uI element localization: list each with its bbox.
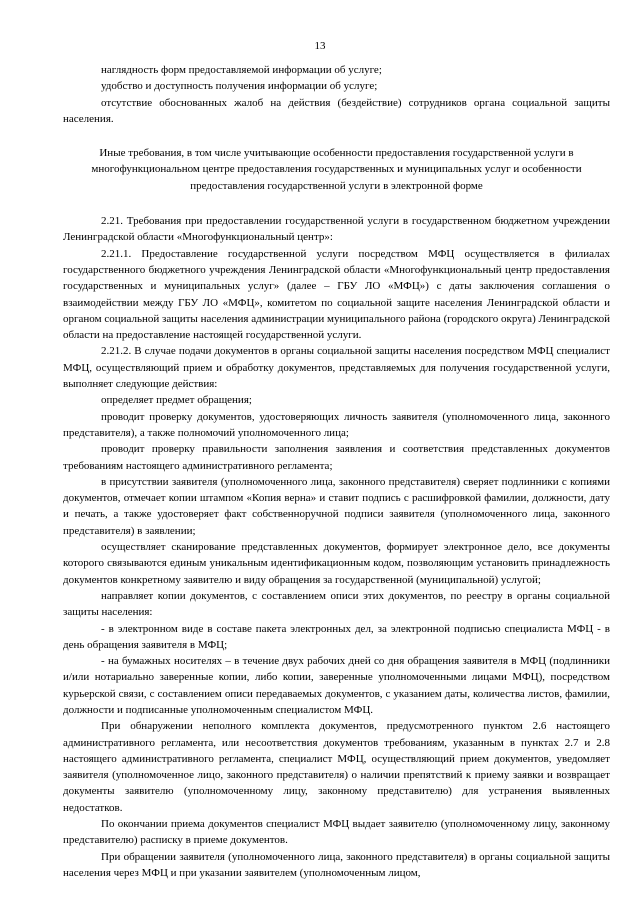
paragraph: в присутствии заявителя (уполномоченного лица, законного представителя) сверяет подлинники с копиями документов, отмечает копии штампом «Копия верна» и ставит подпись с расшифровкой фамилии, должности, дату и печать, а также удостоверяет факт собственноручной подписи заявителя (уполномоченного лица, законного представителя) в заявлении; [63,475,610,537]
paragraph: 2.21. Требования при предоставлении государственной услуги в государственном бюджетном учреждении Ленинградской области «Многофункциональный центр»: [63,215,610,244]
paragraph: направляет копии документов, с составлением описи этих документов, по реестру в органы социальной защиты населения: [63,589,610,619]
paragraph: проводит проверку документов, удостоверяющих личность заявителя (уполномоченного лица, законного представителя), а также полномочий уполномоченного лица; [63,410,610,439]
paragraph: - в электронном виде в составе пакета электронных дел, за электронной подписью специалиста МФЦ - в день обращения заявителя в МФЦ; [63,622,610,651]
paragraph: наглядность форм предоставляемой информации об услуге; [101,64,382,76]
paragraph: проводит проверку правильности заполнения заявления и соответствия представленных документов требованиям настоящего административного регламента; [63,443,610,472]
document-body [63,62,610,881]
paragraph: При обращении заявителя (уполномоченного лица, законного представителя) в органы социальной защиты населения через МФЦ и при указании заявителем (уполномоченным лицом, [63,850,610,879]
paragraph: отсутствие обоснованных жалоб на действия (бездействие) сотрудников органа социальной защиты населения. [63,96,610,125]
paragraph: удобство и доступность получения информации об услуге; [101,80,378,93]
paragraph: При обнаружении неполного комплекта документов, предусмотренного пунктом 2.6 настоящего административного регламента, или несоответствия документов требованиям, указанным в пунктах 2.7 и 2.8 настоящего административного регламента, специалист МФЦ, осуществляющий прием документов, уведомляет заявителя (уполномоченное лицо, законного представителя) о наличии препятствий к приему заявки и возвращает документы заявителю (уполномоченному лицу, законному представителю) для устранения выявленных недостатков. [63,720,610,814]
paragraph: - на бумажных носителях – в течение двух рабочих дней со дня обращения заявителя в МФЦ (подлинники и/или нотариально заверенные копии, либо копии, заверенные уполномоченными лицами МФЦ), посредством курьерской связи, с составлением описи передаваемых документов, с указанием даты, количества листов, фамилии, должности и подписанные уполномоченным специалистом МФЦ. [63,655,610,716]
section-heading: Иные требования, в том числе учитывающие особенности предоставления государственной услуги в многофункциональном центре предоставления государственных и муниципальных услуг и особенности предоставления государственной услуги в электронной форме [91,147,582,192]
paragraph: 2.21.2. В случае подачи документов в органы социальной защиты населения посредством МФЦ специалист МФЦ, осуществляющий прием и обработку документов, представляемых для получения государственной услуги, выполняет следующие действия: [63,345,610,391]
page-number: 13 [314,40,326,52]
paragraph: осуществляет сканирование представленных документов, формирует электронное дело, все документы которого связываются единым уникальным идентификационным кодом, позволяющим установить принадлежность документов конкретному заявителю и виду обращения за государственной (муниципальной) услугой; [63,541,610,586]
paragraph: определяет предмет обращения; [101,394,252,407]
paragraph: 2.21.1. Предоставление государственной услуги посредством МФЦ осуществляется в филиалах государственного бюджетного учреждения Ленинградской области «Многофункциональный центр предоставления государственных и муниципальных услуг» (далее – ГБУ ЛО «МФЦ») с даты заключения соглашения о взаимодействии между ГБУ ЛО «МФЦ», комитетом по социальной защите населения Ленинградской области и органом социальной защиты населения администрации муниципального района (городского округа) Ленинградской области на предоставление настоящей государственной услуги. [63,247,610,342]
paragraph: По окончании приема документов специалист МФЦ выдает заявителю (уполномоченному лицу, законному представителю) расписку в приеме документов. [63,818,610,847]
